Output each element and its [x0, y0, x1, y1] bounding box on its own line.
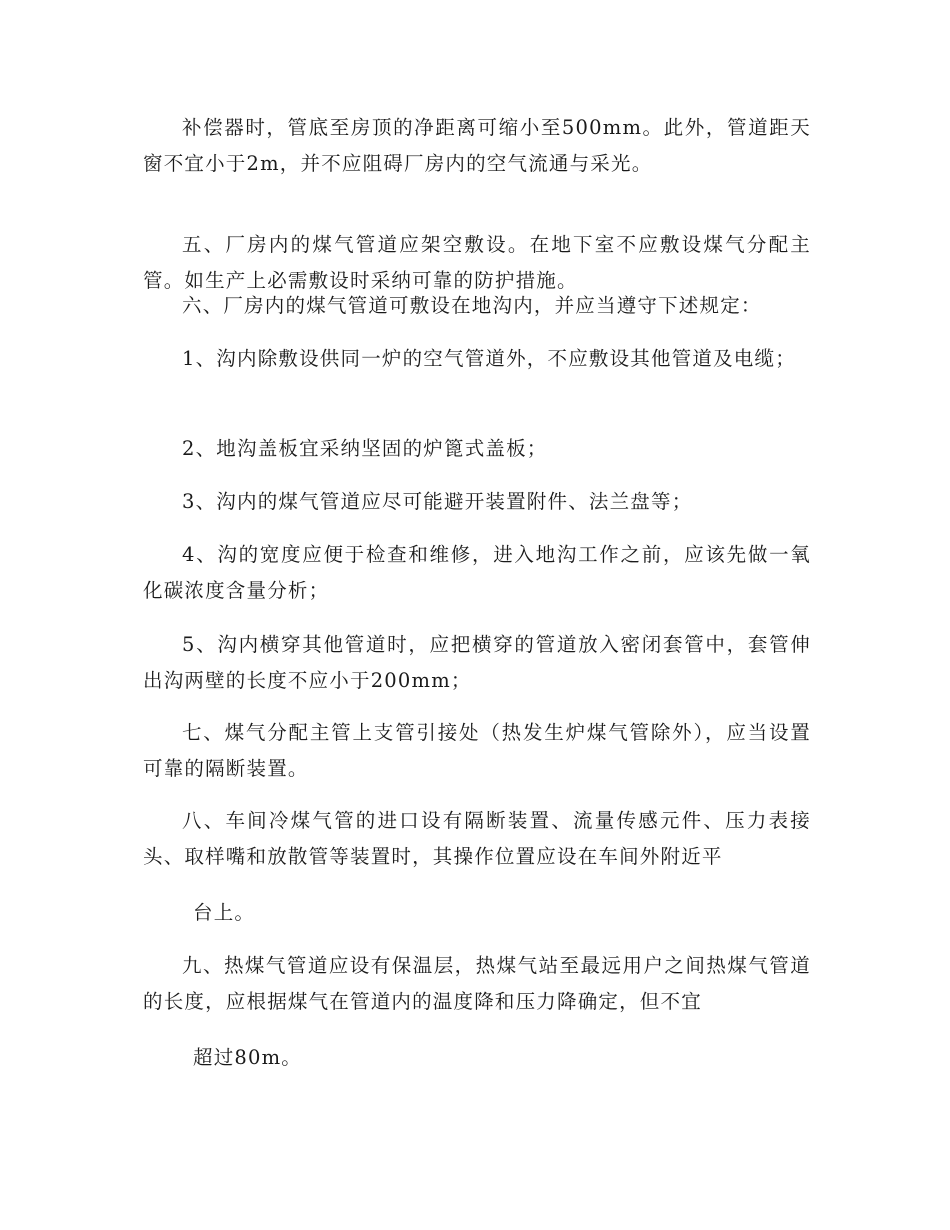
paragraph-rule-4: 4、沟的宽度应便于检查和维修，进入地沟工作之前，应该先做一氧化碳浓度含量分析； [143, 543, 811, 602]
paragraph-rule-2: 2、地沟盖板宜采纳坚固的炉篦式盖板； [182, 437, 548, 460]
paragraph-item-8: 八、车间冷煤气管的进口设有隔断装置、流量传感元件、压力表接头、取样嘴和放散管等装置时，其操作位置应设在车间外附近平 [143, 809, 811, 868]
paragraph-item-8-continuation: 台上。 [193, 901, 256, 924]
paragraph-item-5: 五、厂房内的煤气管道应架空敷设。在地下室不应敷设煤气分配主管。如生产上必需敷设时采纳可靠的防护措施。 [143, 233, 811, 292]
paragraph-item-7: 七、煤气分配主管上支管引接处（热发生炉煤气管除外），应当设置可靠的隔断装置。 [143, 721, 811, 780]
paragraph-rule-5: 5、沟内横穿其他管道时，应把横穿的管道放入密闭套管中，套管伸出沟两壁的长度不应小于200mm； [143, 633, 811, 692]
paragraph-compensator-clearance: 补偿器时，管底至房顶的净距离可缩小至500mm。此外，管道距天窗不宜小于2m，并不应阻碍厂房内的空气流通与采光。 [143, 116, 811, 175]
paragraph-rule-1: 1、沟内除敷设供同一炉的空气管道外，不应敷设其他管道及电缆； [182, 347, 796, 370]
paragraph-item-9-continuation: 超过80m。 [193, 1046, 303, 1069]
paragraph-rule-3: 3、沟内的煤气管道应尽可能避开装置附件、法兰盘等； [182, 490, 693, 513]
paragraph-item-6: 六、厂房内的煤气管道可敷设在地沟内，并应当遵守下述规定： [182, 294, 762, 317]
paragraph-item-9: 九、热煤气管道应设有保温层，热煤气站至最远用户之间热煤气管道的长度，应根据煤气在管道内的温度降和压力降确定，但不宜 [143, 954, 811, 1013]
